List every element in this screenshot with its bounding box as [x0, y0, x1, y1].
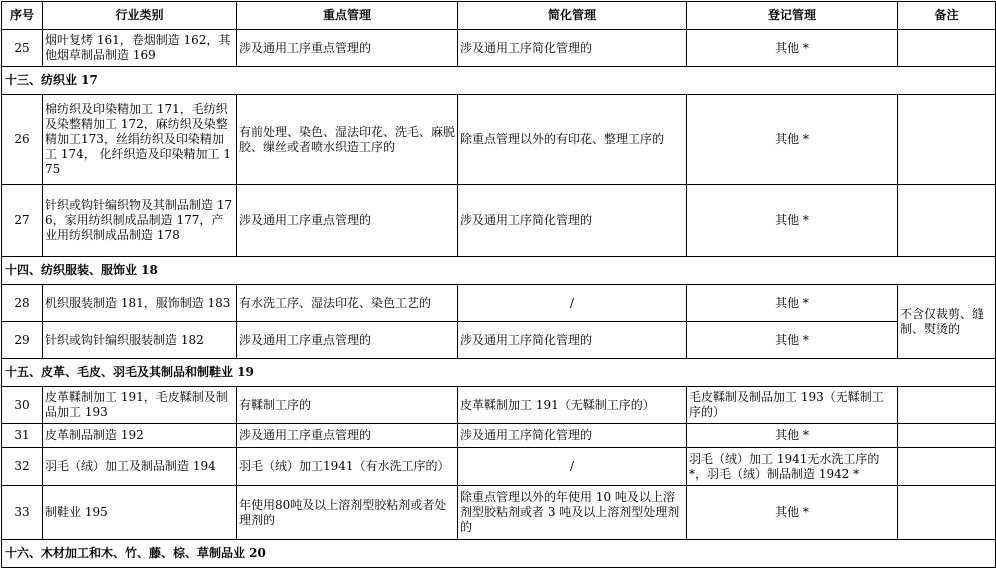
remarks-cell: [898, 448, 996, 486]
industry-category-cell: 烟叶复烤 161，卷烟制造 162，其他烟草制品制造 169: [43, 30, 237, 67]
registration-management-cell: 其他 *: [687, 30, 898, 67]
industry-category-cell: 针织或钩针编织物及其制品制造 176，家用纺织制成品制造 177，产业用纺织制成品制造 178: [43, 185, 237, 257]
industry-category-cell: 机织服装制造 181，服饰制造 183: [43, 285, 237, 322]
key-management-cell: 羽毛（绒）加工1941（有水洗工序的）: [237, 448, 458, 486]
table-row: [2, 95, 996, 185]
registration-management-cell: 其他 *: [687, 424, 898, 448]
table-row: [2, 185, 996, 257]
simplified-management-cell: /: [458, 285, 687, 322]
row-number: 31: [2, 424, 43, 448]
industry-category-cell: 皮革鞣制加工 191，毛皮鞣制及制品加工 193: [43, 387, 237, 424]
key-management-cell: 涉及通用工序重点管理的: [237, 424, 458, 448]
registration-management-cell: 其他 *: [687, 322, 898, 359]
header-remarks: 备注: [898, 2, 996, 30]
key-management-cell: 有水洗工序、湿法印花、染色工艺的: [237, 285, 458, 322]
remarks-cell: [898, 486, 996, 540]
remarks-cell: [898, 95, 996, 185]
header-registration-management: 登记管理: [687, 2, 898, 30]
row-number: 25: [2, 30, 43, 67]
section-title: 十三、纺织业 17: [2, 67, 996, 95]
row-number: 27: [2, 185, 43, 257]
header-simplified-management: 简化管理: [458, 2, 687, 30]
row-number: 30: [2, 387, 43, 424]
remarks-cell: [898, 185, 996, 257]
simplified-management-cell: 涉及通用工序简化管理的: [458, 30, 687, 67]
table-row: [2, 424, 996, 448]
key-management-cell: 涉及通用工序重点管理的: [237, 30, 458, 67]
row-number: 28: [2, 285, 43, 322]
key-management-cell: 有鞣制工序的: [237, 387, 458, 424]
section-row: [2, 67, 996, 95]
registration-management-cell: 其他 *: [687, 486, 898, 540]
row-number: 32: [2, 448, 43, 486]
table-row: [2, 448, 996, 486]
table-row: [2, 322, 996, 359]
simplified-management-cell: 除重点管理以外的年使用 10 吨及以上溶剂型胶粘剂或者 3 吨及以上溶剂型处理剂的: [458, 486, 687, 540]
industry-category-cell: 制鞋业 195: [43, 486, 237, 540]
simplified-management-cell: 涉及通用工序简化管理的: [458, 322, 687, 359]
header-industry-category: 行业类别: [43, 2, 237, 30]
remarks-cell: [898, 387, 996, 424]
industry-category-cell: 皮革制品制造 192: [43, 424, 237, 448]
section-title: 十五、皮革、毛皮、羽毛及其制品和制鞋业 19: [2, 359, 996, 387]
row-number: 26: [2, 95, 43, 185]
registration-management-cell: 毛皮鞣制及制品加工 193（无鞣制工序的）: [687, 387, 898, 424]
table-header-row: [2, 2, 996, 30]
simplified-management-cell: /: [458, 448, 687, 486]
table-row: [2, 285, 996, 322]
section-title: 十六、木材加工和木、竹、藤、棕、草制品业 20: [2, 540, 996, 568]
row-number: 29: [2, 322, 43, 359]
table-row: [2, 387, 996, 424]
key-management-cell: 涉及通用工序重点管理的: [237, 185, 458, 257]
section-row: [2, 540, 996, 568]
key-management-cell: 有前处理、染色、湿法印花、洗毛、麻脱胶、缫丝或者喷水织造工序的: [237, 95, 458, 185]
remarks-cell: [898, 30, 996, 67]
table-row: [2, 30, 996, 67]
table-row: [2, 486, 996, 540]
registration-management-cell: 羽毛（绒）加工 1941无水洗工序的 *，羽毛（绒）制品制造 1942 *: [687, 448, 898, 486]
registration-management-cell: 其他 *: [687, 285, 898, 322]
industry-category-cell: 针织或钩针编织服装制造 182: [43, 322, 237, 359]
key-management-cell: 年使用80吨及以上溶剂型胶粘剂或者处理剂的: [237, 486, 458, 540]
registration-management-cell: 其他 *: [687, 95, 898, 185]
section-title: 十四、纺织服装、服饰业 18: [2, 257, 996, 285]
key-management-cell: 涉及通用工序重点管理的: [237, 322, 458, 359]
simplified-management-cell: 涉及通用工序简化管理的: [458, 424, 687, 448]
simplified-management-cell: 皮革鞣制加工 191（无鞣制工序的）: [458, 387, 687, 424]
registration-management-cell: 其他 *: [687, 185, 898, 257]
section-row: [2, 257, 996, 285]
header-key-management: 重点管理: [237, 2, 458, 30]
remarks-cell: 不含仅裁剪、缝制、熨烫的: [898, 285, 996, 359]
header-serial: 序号: [2, 2, 43, 30]
simplified-management-cell: 涉及通用工序简化管理的: [458, 185, 687, 257]
industry-category-cell: 棉纺织及印染精加工 171，毛纺织及染整精加工 172，麻纺织及染整精加工173，丝绢纺织及印染精加工 174， 化纤织造及印染精加工 175: [43, 95, 237, 185]
industry-category-cell: 羽毛（绒）加工及制品制造 194: [43, 448, 237, 486]
section-row: [2, 359, 996, 387]
permit-classification-table: [1, 1, 996, 568]
row-number: 33: [2, 486, 43, 540]
remarks-cell: [898, 424, 996, 448]
simplified-management-cell: 除重点管理以外的有印花、整理工序的: [458, 95, 687, 185]
